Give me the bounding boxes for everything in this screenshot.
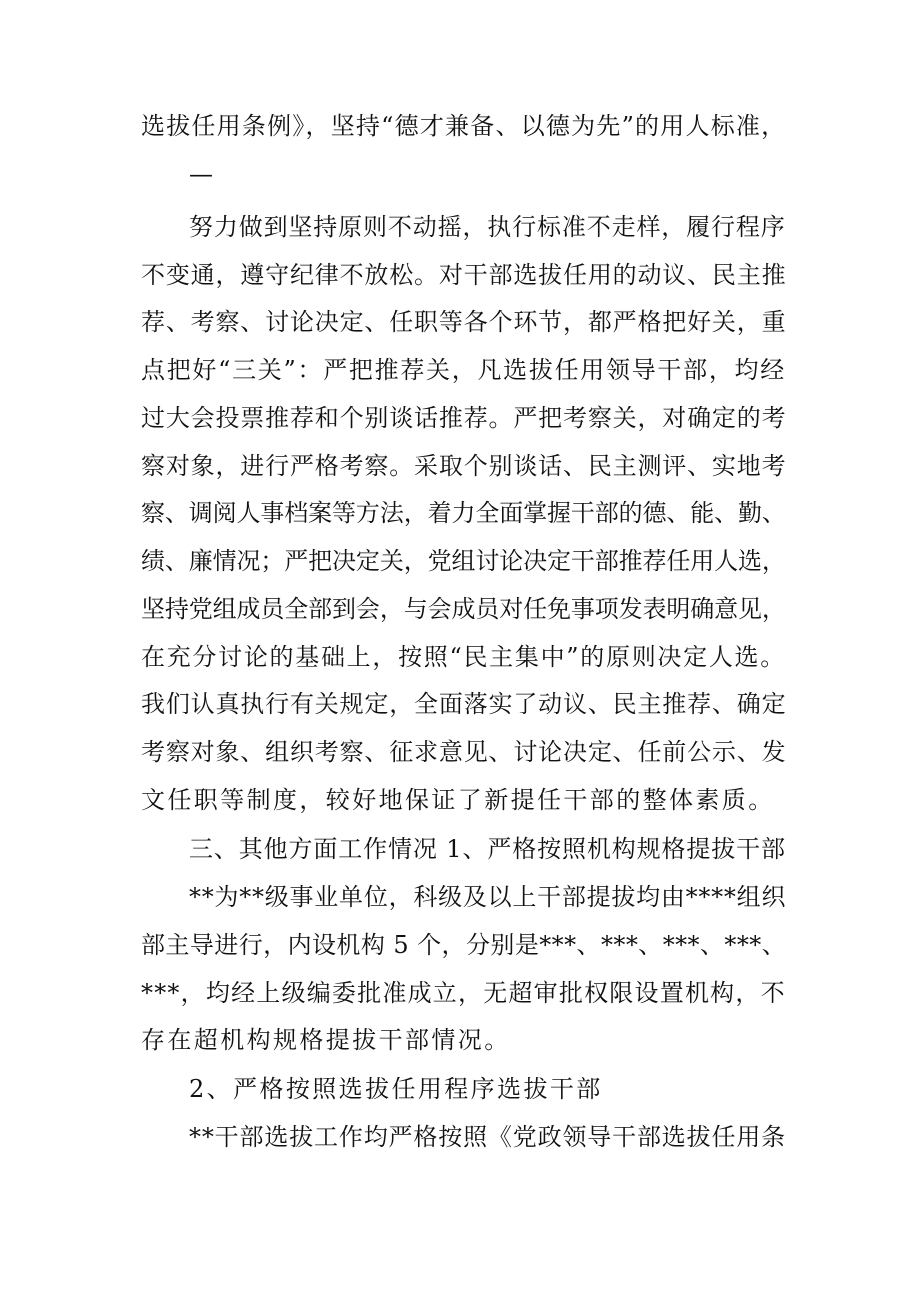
text-line: 荐、考察、讨论决定、任职等各个环节，都严格把好关，重 (141, 308, 787, 336)
text-line: 选拔任用条例》，坚持“德才兼备、以德为先”的用人标准， (141, 112, 787, 140)
text-line: 不变通，遵守纪律不放松。对干部选拔任用的动议、民主推 (141, 261, 787, 289)
text-line: 我们认真执行有关规定，全面落实了动议、民主推荐、确定 (141, 690, 787, 718)
text-line: ***，均经上级编委批准成立，无超审批权限设置机构，不 (141, 979, 786, 1007)
text-line: 部主导进行，内设机构 5 个，分别是***、***、***、***、 (141, 931, 787, 959)
text-line: 努力做到坚持原则不动摇，执行标准不走样，履行程序 (189, 213, 786, 241)
text-line: 坚持党组成员全部到会，与会成员对任免事项发表明确意见， (141, 595, 786, 623)
text-line: 点把好“三关”：严把推荐关，凡选拔任用领导干部，均经 (141, 356, 786, 384)
text-line: — (189, 160, 213, 188)
text-line: 绩、廉情况；严把决定关，党组讨论决定干部推荐任用人选， (141, 547, 786, 575)
text-line: **为**级事业单位，科级及以上干部提拔均由****组织 (189, 883, 787, 911)
text-line: 过大会投票推荐和个别谈话推荐。严把考察关，对确定的考 (141, 404, 787, 432)
text-line: 察对象，进行严格考察。采取个别谈话、民主测评、实地考 (141, 452, 787, 480)
section-heading: 三、其他方面工作情况 1、严格按照机构规格提拔干部 (189, 835, 786, 863)
text-line: 考察对象、组织考察、征求意见、讨论决定、任前公示、发 (141, 738, 787, 766)
subsection-heading: 2、严格按照选拔任用程序选拔干部 (189, 1075, 603, 1103)
text-line: 存在超机构规格提拔干部情况。 (141, 1026, 511, 1054)
text-line: 在充分讨论的基础上，按照“民主集中”的原则决定人选。 (141, 643, 786, 671)
text-line: **干部选拔工作均严格按照《党政领导干部选拔任用条 (189, 1123, 786, 1151)
text-line: 察、调阅人事档案等方法，着力全面掌握干部的德、能、勤、 (141, 499, 786, 527)
text-line: 文任职等制度，较好地保证了新提任干部的整体素质。 (141, 786, 775, 814)
